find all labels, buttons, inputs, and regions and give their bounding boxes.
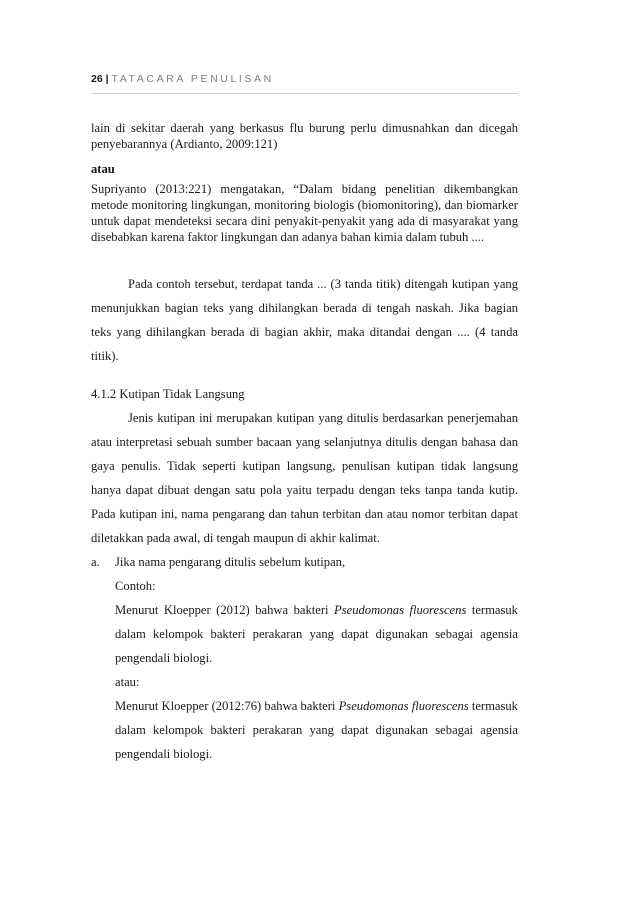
header-separator: |	[105, 73, 109, 85]
example-label: Contoh:	[115, 579, 156, 593]
running-title: TATACARA PENULISAN	[111, 73, 274, 85]
or-label: atau	[91, 162, 115, 176]
quote-block	[91, 120, 518, 245]
example-2: Menurut Kloepper (2012:76) bahwa bakteri Pseudomonas fluorescens termasuk dalam kelompok bakteri perakaran yang dapat digunakan sebagai agensia pengendali biologi.	[115, 699, 518, 761]
quote-paragraph: Supriyanto (2013:221) mengatakan, “Dalam bidang penelitian dikembangkan metode monitoring lingkungan, monitoring biologis (biomonitoring), dan biomarker untuk dapat mendeteksi secara dini penyakit-penyakit yang ada di masyarakat yang disebabkan karena faktor lingkungan dan adanya bahan kimia dalam tubuh ....	[91, 182, 518, 244]
page-header	[91, 73, 518, 94]
species-name: Pseudomonas fluorescens	[338, 699, 469, 713]
or-label-2: atau:	[115, 675, 140, 689]
list-item-a	[91, 550, 518, 574]
list-item-text: Jika nama pengarang ditulis sebelum kutipan,	[115, 555, 346, 569]
list-marker: a.	[91, 555, 100, 569]
section-4-1-2	[91, 382, 518, 766]
page-number: 26	[91, 73, 103, 85]
species-name: Pseudomonas fluorescens	[334, 603, 467, 617]
example-1: Menurut Kloepper (2012) bahwa bakteri Pseudomonas fluorescens termasuk dalam kelompok bakteri perakaran yang dapat digunakan sebagai agensia pengendali biologi.	[115, 603, 518, 665]
explanation-block	[91, 272, 518, 368]
section-heading: 4.1.2 Kutipan Tidak Langsung	[91, 387, 245, 401]
explanation-paragraph: Pada contoh tersebut, terdapat tanda ... (3 tanda titik) ditengah kutipan yang menunjukkan bagian teks yang dihilangkan berada di tengah naskah. Jika bagian teks yang dihilangkan berada di bagian akhir, maka ditandai dengan .... (4 tanda titik).	[91, 277, 518, 363]
section-paragraph: Jenis kutipan ini merupakan kutipan yang ditulis berdasarkan penerjemahan atau interpretasi sebuah sumber bacaan yang selanjutnya ditulis dengan bahasa dan gaya penulis. Tidak seperti kutipan langsung, penulisan kutipan tidak langsung hanya dapat dibuat dengan satu pola yaitu terpadu dengan teks tanpa tanda kutip. Pada kutipan ini, nama pengarang dan tahun terbitan dan atau nomor terbitan dapat diletakkan pada awal, di tengah maupun di akhir kalimat.	[91, 411, 518, 545]
quote-end-paragraph: lain di sekitar daerah yang berkasus flu burung perlu dimusnahkan dan dicegah penyebarannya (Ardianto, 2009:121)	[91, 121, 518, 151]
